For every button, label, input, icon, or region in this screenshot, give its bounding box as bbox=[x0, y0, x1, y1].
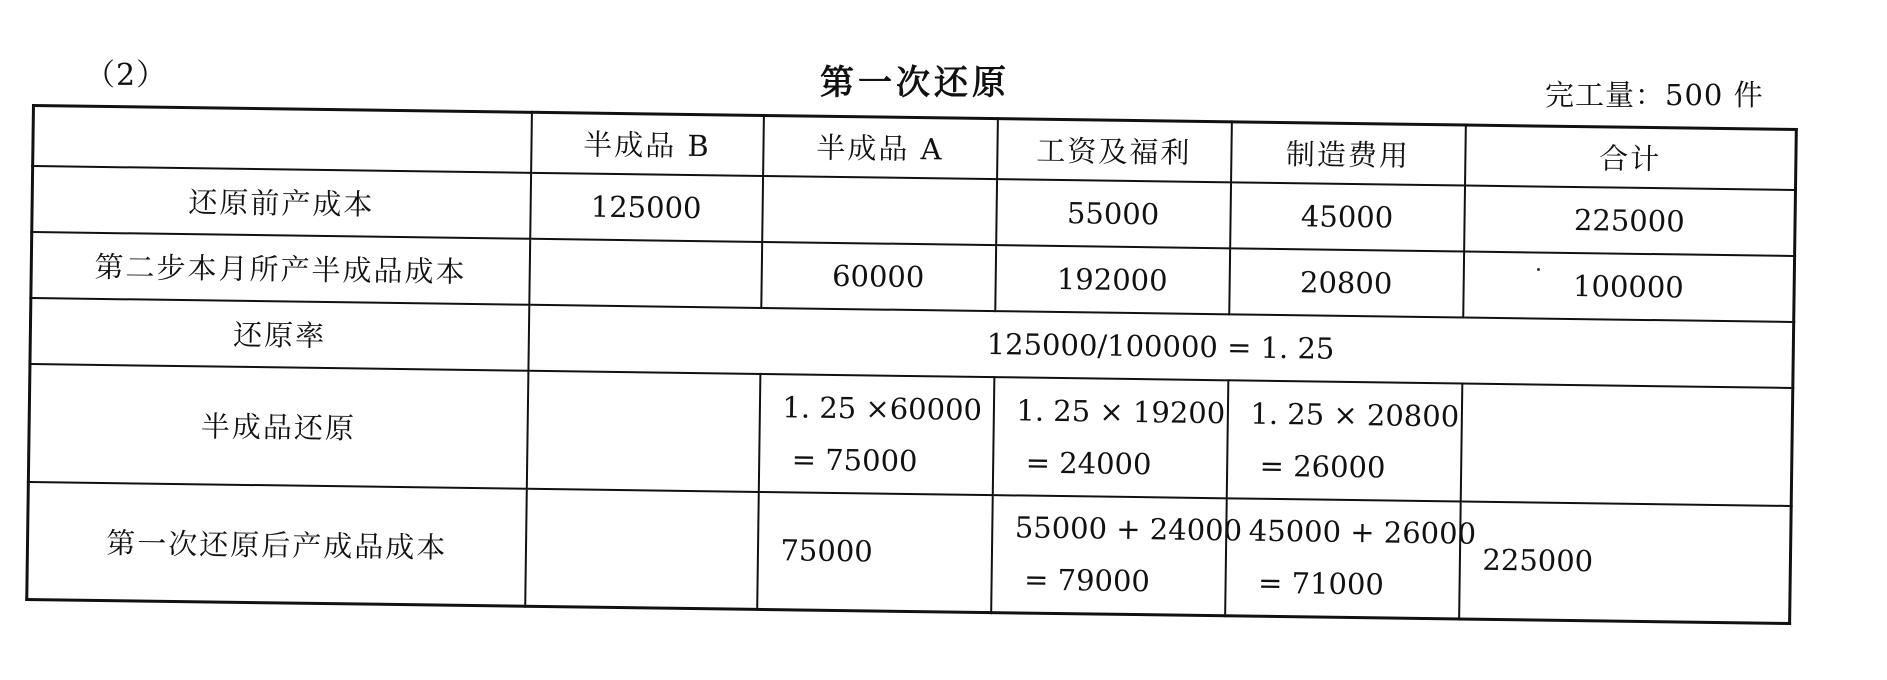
formula-line: 1. 25 × 20800 bbox=[1250, 396, 1460, 433]
cell-overhead: 45000 bbox=[1230, 182, 1465, 251]
row-label: 半成品还原 bbox=[28, 363, 528, 488]
formula-line: 1. 25 × 19200 bbox=[1016, 392, 1226, 430]
cell-wages bbox=[992, 377, 1228, 498]
table-container bbox=[25, 104, 1795, 622]
cell-total: 100000 bbox=[1463, 251, 1795, 321]
restoration-table bbox=[25, 104, 1798, 625]
cell-overhead bbox=[1226, 380, 1462, 501]
cell-wages bbox=[991, 495, 1243, 616]
scan-speck bbox=[1537, 268, 1540, 271]
formula-line: 1. 25 ×60000 bbox=[782, 389, 983, 427]
row-label: 第二步本月所产半成品成本 bbox=[31, 232, 530, 305]
table-title: 第一次还原 bbox=[820, 63, 1010, 103]
cell-wages: 55000 bbox=[996, 179, 1231, 248]
row-label: 还原率 bbox=[30, 298, 529, 371]
result-line: = 71000 bbox=[1257, 565, 1385, 602]
cell-wages: 192000 bbox=[995, 245, 1230, 314]
section-number: （2） bbox=[85, 58, 168, 93]
cell-semi-b: 125000 bbox=[530, 172, 763, 241]
restoration-rate-value: 125000/100000 = 1. 25 bbox=[528, 304, 1794, 387]
cell-semi-a: 75000 bbox=[757, 491, 993, 612]
result-line: = 24000 bbox=[1025, 445, 1152, 481]
cell-total bbox=[1460, 383, 1793, 505]
cell-semi-a: 60000 bbox=[761, 241, 996, 310]
header-cell-overhead: 制造费用 bbox=[1231, 122, 1466, 185]
table-row bbox=[27, 481, 1791, 623]
cell-semi-b bbox=[529, 238, 762, 307]
cell-semi-b bbox=[526, 370, 760, 491]
header-cell-semi-b: 半成品 B bbox=[531, 112, 764, 175]
result-line: = 79000 bbox=[1023, 562, 1151, 599]
row-label: 第一次还原后产成品成本 bbox=[27, 481, 527, 606]
header-cell-wages: 工资及福利 bbox=[997, 119, 1232, 182]
cell-overhead bbox=[1225, 498, 1477, 619]
header-cell-semi-a: 半成品 A bbox=[763, 115, 998, 178]
formula-line: 45000 + 26000 bbox=[1248, 513, 1477, 551]
formula-line: 55000 + 24000 bbox=[1014, 510, 1243, 548]
header-cell-total: 合计 bbox=[1465, 125, 1797, 190]
cell-semi-a bbox=[758, 373, 994, 494]
cell-semi-a bbox=[762, 175, 997, 244]
output-quantity: 完工量：500 件 bbox=[1545, 78, 1764, 112]
result-line: = 26000 bbox=[1259, 448, 1386, 484]
row-label: 还原前产成本 bbox=[32, 166, 531, 239]
cell-semi-b bbox=[525, 488, 759, 609]
cell-overhead: 20800 bbox=[1229, 248, 1464, 317]
result-line: = 75000 bbox=[791, 441, 918, 478]
cell-total: 225000 bbox=[1464, 185, 1796, 255]
cell-total: 225000 bbox=[1459, 501, 1792, 623]
header-cell-label bbox=[33, 106, 532, 173]
